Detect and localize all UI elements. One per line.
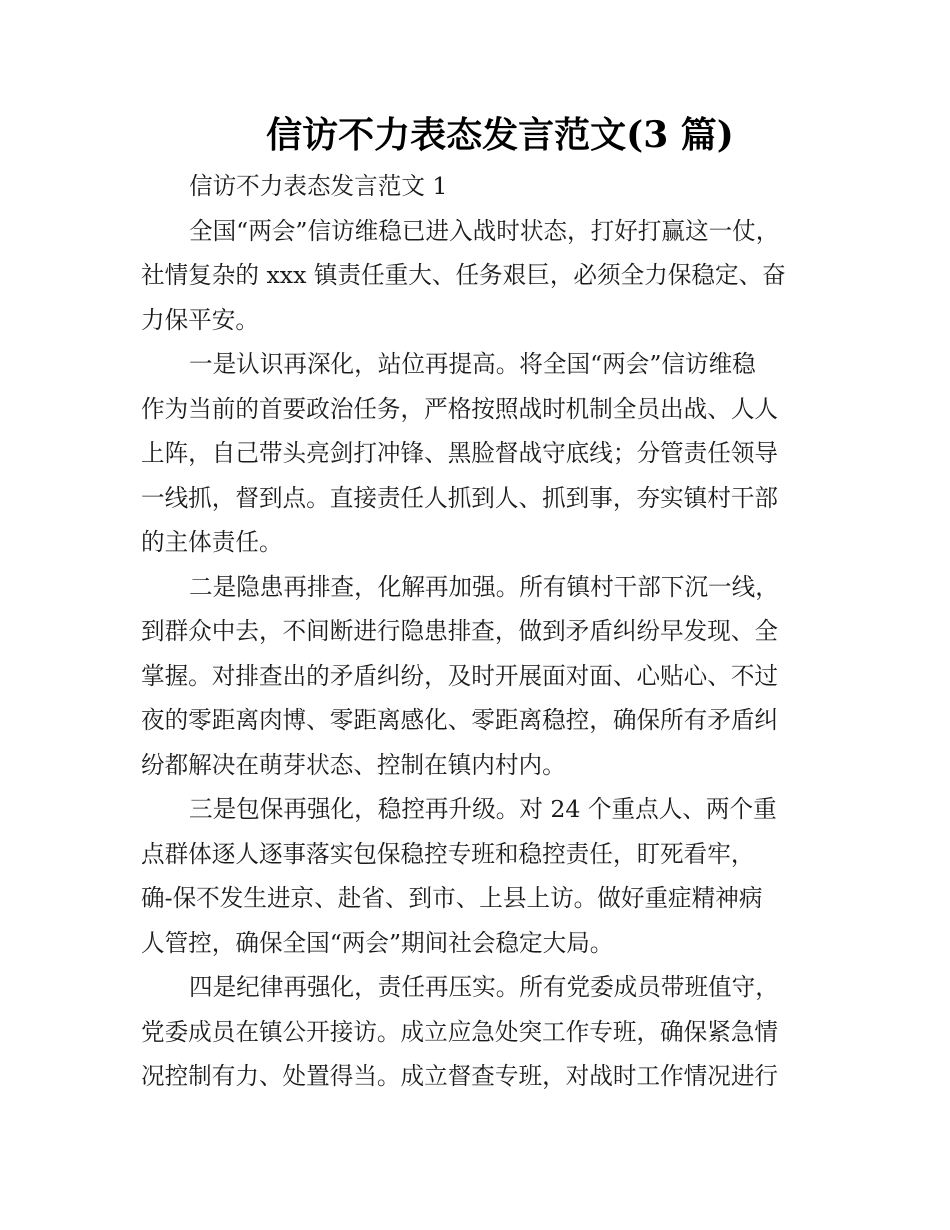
text-line: 作为当前的首要政治任务，严格按照战时机制全员出战、人人 [141, 394, 779, 423]
document-subtitle: 信访不力表态发言范文 1 [189, 172, 448, 200]
text-line: 二是隐患再排查，化解再加强。所有镇村干部下沉一线， [189, 572, 779, 601]
paragraph-4 [141, 787, 831, 965]
document-title: 信访不力表态发言范文(3 篇) [266, 114, 734, 156]
text-line: 四是纪律再强化，责任再压实。所有党委成员带班值守， [189, 973, 779, 1001]
text-line: 全国“两会”信访维稳已进入战时状态，打好打赢这一仗， [189, 216, 780, 245]
paragraph-1 [141, 209, 831, 343]
document-body [141, 164, 831, 1099]
text-line: 点群体逐人逐事落实包保稳控专班和稳控责任，盯死看牢， [141, 839, 755, 868]
text-line: 掌握。对排查出的矛盾纠纷，及时开展面对面、心贴心、不过 [141, 661, 779, 690]
text-line: 夜的零距离肉博、零距离感化、零距离稳控，确保所有矛盾纠 [141, 706, 779, 734]
paragraph-5 [141, 965, 831, 1099]
text-line: 党委成员在镇公开接访。成立应急处突工作专班，确保紧急情 [141, 1017, 779, 1046]
text-line: 三是包保再强化，稳控再升级。对 24 个重点人、两个重 [189, 795, 777, 823]
text-line: 人管控，确保全国“两会”期间社会稳定大局。 [141, 928, 614, 957]
text-line: 一线抓，督到点。直接责任人抓到人、抓到事，夯实镇村干部 [141, 483, 779, 512]
text-line: 力保平安。 [141, 305, 259, 334]
text-line: 社情复杂的 xxx 镇责任重大、任务艰巨，必须全力保稳定、奋 [141, 261, 786, 289]
text-line: 上阵，自己带头亮剑打冲锋、黑脸督战守底线；分管责任领导 [141, 439, 779, 467]
text-line: 况控制有力、处置得当。成立督查专班，对战时工作情况进行 [141, 1062, 779, 1090]
paragraph-2 [141, 342, 831, 565]
text-line: 的主体责任。 [141, 528, 283, 556]
paragraph-3 [141, 565, 831, 788]
text-line: 确-保不发生进京、赴省、到市、上县上访。做好重症精神病 [141, 884, 763, 912]
text-line: 到群众中去，不间断进行隐患排查，做到矛盾纠纷早发现、全 [141, 617, 779, 645]
text-line: 纷都解决在萌芽状态、控制在镇内村内。 [141, 750, 566, 779]
text-line: 一是认识再深化，站位再提高。将全国“两会”信访维稳 [189, 350, 756, 378]
